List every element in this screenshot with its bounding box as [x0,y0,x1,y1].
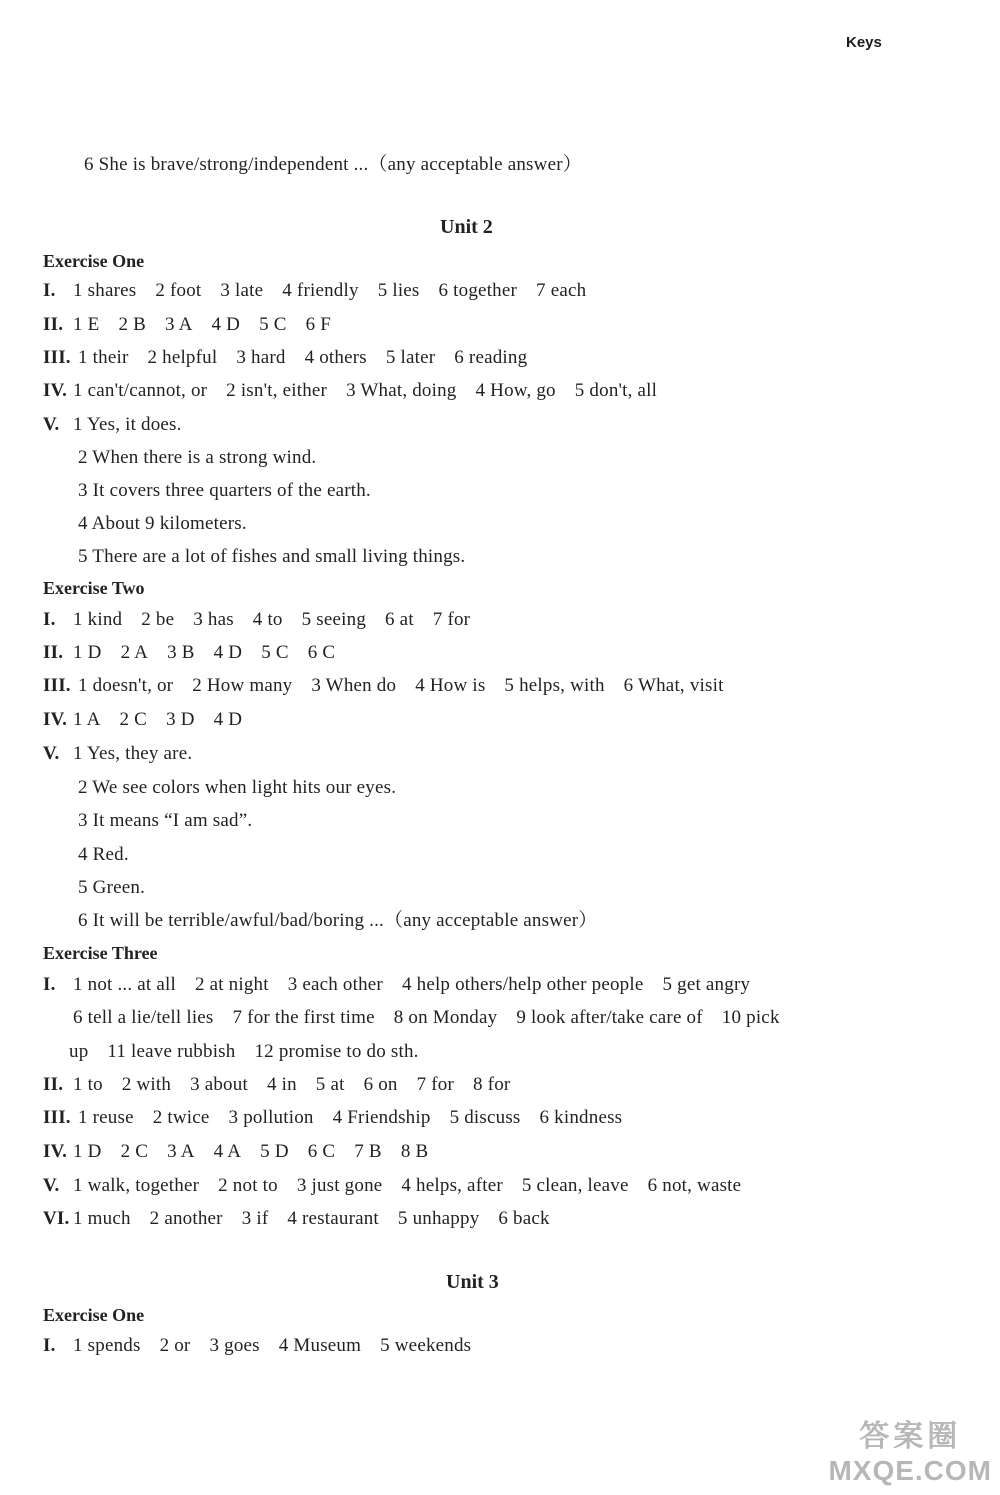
answer-item: 6 C [307,642,336,663]
answer-line [78,909,598,933]
answer-item: 2 How many [192,675,293,696]
answer-item: 2 helpful [147,347,218,368]
answer-line [78,876,145,900]
answer-item: 2 C [120,1141,149,1162]
answer-item: 2 B [118,314,146,335]
exercise-title: Exercise Three [43,943,158,963]
answer-item: 2 or [159,1335,191,1356]
section-numeral: IV. [43,380,68,401]
answer-item: 3 A [165,314,193,335]
answer-item: 1 E [73,314,100,335]
answer-item: 2 C [119,709,148,730]
answer-item: 1 Yes, it does. [73,414,182,435]
answer-item: 2 not to [218,1175,278,1196]
answer-item: 6 What, visit [623,675,724,696]
answer-item: 6 reading [454,347,528,368]
answer-item: 9 look after/take care of [516,1007,703,1028]
answer-item: 7 for [416,1074,455,1095]
answer-line [43,608,470,632]
section-numeral: III. [43,675,71,696]
answer-item: 3 each other [287,974,383,995]
section-numeral: IV. [43,1141,68,1162]
answer-item: 5 D [260,1141,289,1162]
answer-item: 6 F [305,314,332,335]
answer-item: 3 about [190,1074,248,1095]
answer-item: 1 not ... at all [73,974,176,995]
answer-item: 4 A [213,1141,242,1162]
answer-line [78,479,371,503]
answer-item: 6 at [385,609,414,630]
answer-item: 3 When do [311,675,397,696]
watermark-logo-text: 答案圈 [859,1420,962,1453]
section-numeral: V. [43,1175,60,1196]
answer-item: 4 How is [415,675,486,696]
answer-item: 4 D [213,642,243,663]
answer-item: 1 can't/cannot, or [73,380,208,401]
section-numeral: VI. [43,1208,70,1229]
answer-item: 5 C [259,314,287,335]
answer-item: 2 When there is a strong wind. [78,447,317,468]
answer-item: 4 help others/help other people [401,974,644,995]
answer-item: 5 unhappy [397,1208,480,1229]
answer-item: 5 at [315,1074,345,1095]
answer-item: 7 for [432,609,471,630]
answer-item: 3 A [167,1141,195,1162]
answer-item: 4 restaurant [287,1208,379,1229]
answer-item: 8 on Monday [393,1007,498,1028]
answer-line [78,809,252,833]
answer-item: 7 each [536,280,587,301]
answer-item: 5 discuss [449,1107,521,1128]
answer-item: 2 another [149,1208,223,1229]
section-numeral: V. [43,414,60,435]
section-numeral: I. [43,609,56,630]
answer-item: 10 pick [721,1007,780,1028]
answer-item: 8 for [473,1074,511,1095]
answer-line [78,776,396,800]
answer-line [69,1040,419,1064]
answer-item: 5 get angry [662,974,751,995]
answer-item: 4 D [211,314,241,335]
answer-item: 3 B [167,642,195,663]
section-numeral: II. [43,1074,64,1095]
section-numeral: I. [43,280,56,301]
answer-item: 5 later [385,347,436,368]
exercise-title: Exercise Two [43,578,145,598]
answer-line [43,708,242,732]
answer-item: 4 others [304,347,367,368]
answer-item: 2 We see colors when light hits our eyes. [78,777,397,798]
section-numeral: II. [43,314,64,335]
answer-item: 6 on [363,1074,398,1095]
watermark-url: MXQE.COM [828,1455,992,1486]
answer-line [43,1106,622,1130]
top-line: 6 She is brave/strong/independent ...（any acceptable answer） [84,154,582,175]
answer-item: 5 seeing [301,609,367,630]
answer-item: 1 much [73,1208,131,1229]
answer-item: 1 their [78,347,129,368]
answer-line [78,545,465,569]
answer-line [43,279,586,303]
answer-item: 3 late [220,280,264,301]
answer-item: 1 doesn't, or [78,675,174,696]
answer-item: 3 It means “I am sad”. [78,810,253,831]
answer-item: 5 Green. [78,877,146,898]
answer-item: 5 clean, leave [521,1175,629,1196]
exercise-title: Exercise One [43,251,145,271]
answer-item: 4 friendly [282,280,359,301]
answer-item: 11 leave rubbish [107,1041,236,1062]
answer-item: 2 isn't, either [226,380,328,401]
answer-item: 3 if [241,1208,269,1229]
answer-item: 5 weekends [380,1335,472,1356]
answer-item: 2 be [141,609,175,630]
answer-line [43,346,527,370]
answer-item: 4 Museum [278,1335,362,1356]
answer-item: 6 not, waste [647,1175,742,1196]
answer-item: 6 C [307,1141,336,1162]
answer-line [43,413,182,437]
answer-item: 1 Yes, they are. [73,743,193,764]
answer-item: 4 About 9 kilometers. [78,513,247,534]
answer-item: 4 to [252,609,283,630]
page-header-label: Keys [846,34,882,51]
answer-line [43,313,331,337]
answer-item: 1 spends [73,1335,141,1356]
answer-line [43,641,335,665]
answer-item: 5 don't, all [574,380,658,401]
answer-item: 4 How, go [475,380,556,401]
answer-item: 12 promise to do sth. [254,1041,419,1062]
answer-item: 1 shares [73,280,137,301]
answer-item: 7 B [354,1141,382,1162]
answer-line [73,1006,780,1030]
answer-line [43,1207,550,1231]
answer-line [43,379,657,403]
section-numeral: III. [43,347,71,368]
answer-item: 6 back [498,1208,550,1229]
section-numeral: IV. [43,709,68,730]
answer-item: 4 Friendship [332,1107,431,1128]
answer-item: 5 C [261,642,289,663]
answer-item: 1 kind [73,609,123,630]
answer-item: 3 What, doing [346,380,457,401]
answer-line [43,742,192,766]
answer-item: 6 It will be terrible/awful/bad/boring ...（any acceptable answer） [78,910,598,931]
answer-item: 3 D [166,709,195,730]
answer-item: 2 foot [155,280,202,301]
answer-item: 3 goes [209,1335,260,1356]
answer-item: 6 kindness [539,1107,623,1128]
section-numeral: V. [43,743,60,764]
answer-item: 4 D [213,709,243,730]
answer-item: up [69,1041,89,1062]
answer-item: 3 It covers three quarters of the earth. [78,480,371,501]
answer-item: 1 walk, together [73,1175,200,1196]
answer-line [78,446,316,470]
answer-item: 4 Red. [78,844,129,865]
answer-item: 1 D [73,1141,102,1162]
answer-item: 5 helps, with [504,675,605,696]
answer-item: 7 for the first time [232,1007,375,1028]
answer-item: 2 A [120,642,149,663]
answer-item: 1 D [73,642,102,663]
unit-title: Unit 2 [440,216,493,238]
section-numeral: II. [43,642,64,663]
answer-item: 6 tell a lie/tell lies [73,1007,214,1028]
answer-line [43,1140,428,1164]
answer-line [43,1174,741,1198]
section-numeral: III. [43,1107,71,1128]
answer-line [43,1334,471,1358]
answer-item: 8 B [400,1141,429,1162]
answer-item: 3 pollution [228,1107,314,1128]
answer-item: 3 hard [236,347,286,368]
answer-item: 6 together [438,280,518,301]
answer-line [78,843,129,867]
section-numeral: I. [43,1335,56,1356]
answer-item: 2 with [121,1074,172,1095]
answer-item: 2 twice [152,1107,210,1128]
site-watermark [828,1411,992,1487]
answer-item: 2 at night [194,974,269,995]
answer-line [43,674,724,698]
answer-item: 1 reuse [78,1107,134,1128]
answer-item: 1 A [73,709,101,730]
exercise-title: Exercise One [43,1305,145,1325]
answer-line [43,1073,510,1097]
answer-line [43,973,750,997]
answer-item: 5 There are a lot of fishes and small living things. [78,546,466,567]
section-numeral: I. [43,974,56,995]
answer-item: 5 lies [377,280,420,301]
answer-line [78,512,247,536]
answer-item: 1 to [73,1074,103,1095]
answer-item: 4 in [266,1074,297,1095]
answer-item: 3 has [193,609,234,630]
answer-item: 3 just gone [296,1175,383,1196]
answer-item: 4 helps, after [401,1175,503,1196]
unit-title: Unit 3 [446,1271,499,1293]
